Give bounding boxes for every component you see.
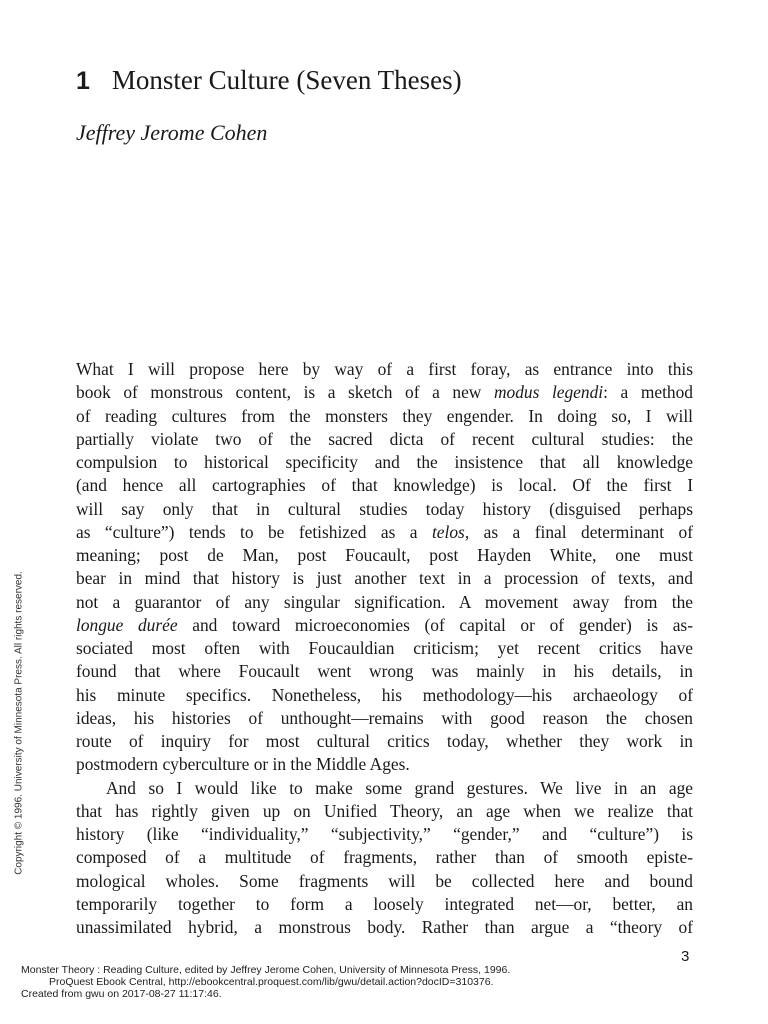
text-line: longue durée and toward microeconomies (of capital or of gender) is as- [76, 614, 693, 635]
page-number: 3 [681, 948, 690, 965]
chapter-title: Monster Culture (Seven Theses) [111, 65, 462, 95]
text-line: ideas, his histories of unthought—remains with good reason the chosen [76, 707, 693, 728]
text-line: of reading cultures from the monsters they engender. In doing so, I will [76, 405, 693, 426]
text-line: (and hence all cartographies of that knowledge) is local. Of the first I [76, 475, 693, 496]
text-line: found that where Foucault went wrong was mainly in his details, in [76, 661, 693, 682]
text-line: What I will propose here by way of a first foray, as entrance into this [76, 359, 693, 379]
text-line: book of monstrous content, is a sketch of a new modus legendi: a method [76, 382, 694, 403]
text-line: bear in mind that history is just another text in a procession of texts, and [76, 568, 693, 589]
text-line: that has rightly given up on Unified Theory, an age when we realize that [76, 800, 693, 821]
footer-line-citation: Monster Theory : Reading Culture, edited by Jeffrey Jerome Cohen, University of Minnesota Press, 1996. [21, 964, 511, 976]
text-line: unassimilated hybrid, a monstrous body. Rather than argue a “theory of [76, 917, 693, 937]
copyright-notice: Copyright © 1996. University of Minnesota Press. All rights reserved. [13, 571, 25, 875]
body-text [76, 358, 693, 939]
text-line: his minute specifics. Nonetheless, his methodology—his archaeology of [76, 684, 693, 705]
text-line: compulsion to historical specificity and the insistence that all knowledge [76, 452, 693, 472]
text-line: And so I would like to make some grand gestures. We live in an age [106, 777, 693, 798]
text-line: sociated most often with Foucauldian criticism; yet recent critics have [76, 638, 693, 658]
text-line: route of inquiry for most cultural critics today, whether they work in [76, 731, 693, 751]
text-line: history (like “individuality,” “subjectivity,” “gender,” and “culture”) is [76, 824, 693, 844]
text-line: composed of a multitude of fragments, rather than of smooth episte- [76, 847, 693, 868]
text-line: not a guarantor of any singular signification. A movement away from the [76, 591, 693, 612]
footer-line-created: Created from gwu on 2017-08-27 11:17:46. [21, 988, 222, 1000]
chapter-heading [76, 62, 462, 99]
text-line: will say only that in cultural studies today history (disguised perhaps [76, 498, 693, 519]
text-line: meaning; post de Man, post Foucault, post Hayden White, one must [76, 545, 693, 565]
text-line: partially violate two of the sacred dicta of recent cultural studies: the [76, 428, 693, 449]
text-line: as “culture”) tends to be fetishized as a telos, as a final determinant of [76, 521, 693, 542]
footer-line-source-url: ProQuest Ebook Central, http://ebookcentral.proquest.com/lib/gwu/detail.action?docID=310376. [49, 976, 494, 988]
copyright-notice-container [8, 570, 30, 876]
text-line: temporarily together to form a loosely integrated net—or, better, an [76, 893, 693, 914]
citation-footer [21, 964, 510, 1000]
text-line: postmodern cyberculture or in the Middle Ages. [76, 754, 410, 775]
text-line: mological wholes. Some fragments will be collected here and bound [76, 870, 693, 891]
chapter-number: 1 [76, 67, 90, 95]
chapter-author: Jeffrey Jerome Cohen [76, 120, 268, 145]
